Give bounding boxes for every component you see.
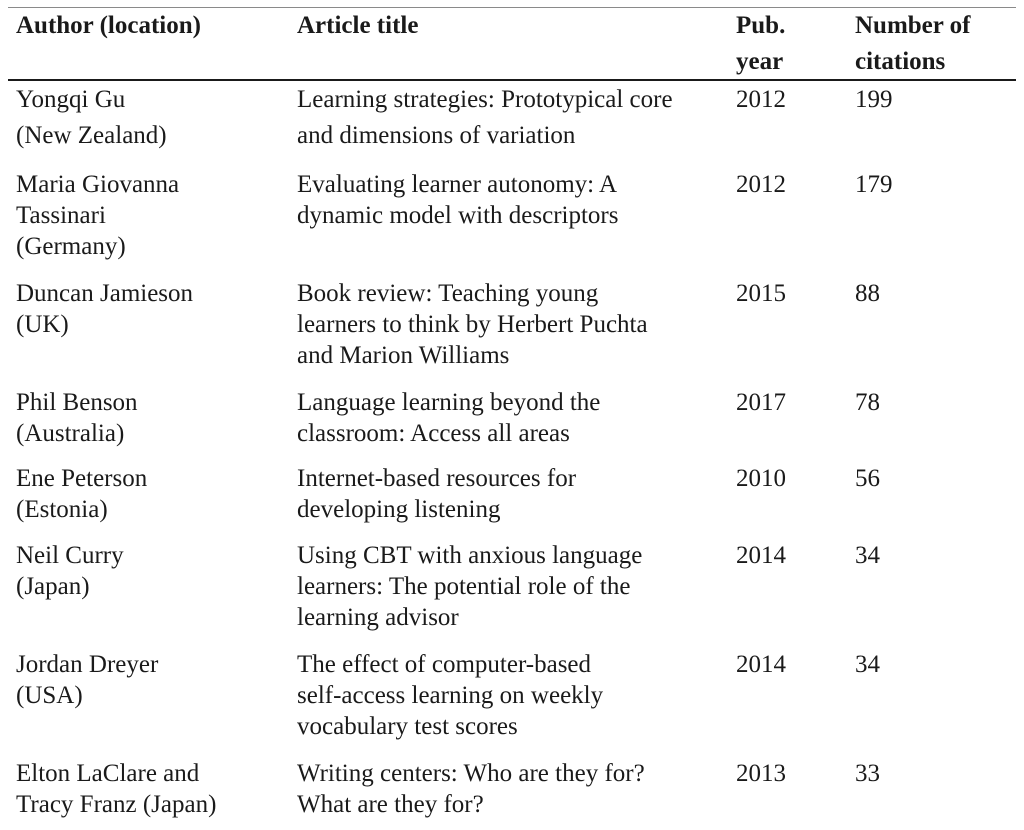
year-cell: 2010 (736, 465, 786, 492)
author-cell: Jordan Dreyer (USA) (16, 651, 159, 709)
author-cell: Ene Peterson (Estonia) (16, 465, 148, 523)
citations-cell: 34 (855, 651, 880, 678)
header-author: Author (location) (16, 12, 201, 39)
header-article-title: Article title (297, 12, 419, 39)
citations-cell: 179 (855, 171, 893, 198)
year-cell: 2015 (736, 280, 786, 307)
title-cell: Language learning beyond the classroom: Access all areas (297, 389, 601, 447)
header-citations: Number of citations (855, 12, 971, 75)
author-cell: Maria Giovanna Tassinari (Germany) (16, 171, 180, 260)
author-cell: Yongqi Gu (New Zealand) (16, 86, 167, 149)
title-cell: Writing centers: Who are they for? What are they for? (297, 760, 645, 818)
citations-cell: 88 (855, 280, 880, 307)
title-cell: The effect of computer-based self-access learning on weekly vocabulary test scores (297, 651, 604, 740)
year-cell: 2012 (736, 86, 786, 113)
author-cell: Neil Curry (Japan) (16, 542, 124, 600)
year-cell: 2014 (736, 542, 786, 569)
year-cell: 2013 (736, 760, 786, 787)
title-cell: Using CBT with anxious language learners: The potential role of the learning advisor (297, 542, 643, 631)
citations-cell: 199 (855, 86, 893, 113)
header-rule (8, 79, 1016, 81)
citations-cell: 33 (855, 760, 880, 787)
header-pub-year: Pub. year (736, 12, 786, 75)
citations-cell: 78 (855, 389, 880, 416)
citations-cell: 56 (855, 465, 880, 492)
title-cell: Book review: Teaching young learners to think by Herbert Puchta and Marion Williams (297, 280, 648, 369)
author-cell: Phil Benson (Australia) (16, 389, 138, 447)
citations-cell: 34 (855, 542, 880, 569)
title-cell: Internet-based resources for developing listening (297, 465, 577, 523)
title-cell: Evaluating learner autonomy: A dynamic model with descriptors (297, 171, 619, 229)
year-cell: 2017 (736, 389, 786, 416)
title-cell: Learning strategies: Prototypical core and dimensions of variation (297, 86, 673, 149)
author-cell: Duncan Jamieson (UK) (16, 280, 194, 338)
year-cell: 2012 (736, 171, 786, 198)
year-cell: 2014 (736, 651, 786, 678)
author-cell: Elton LaClare and Tracy Franz (Japan) (16, 760, 217, 818)
